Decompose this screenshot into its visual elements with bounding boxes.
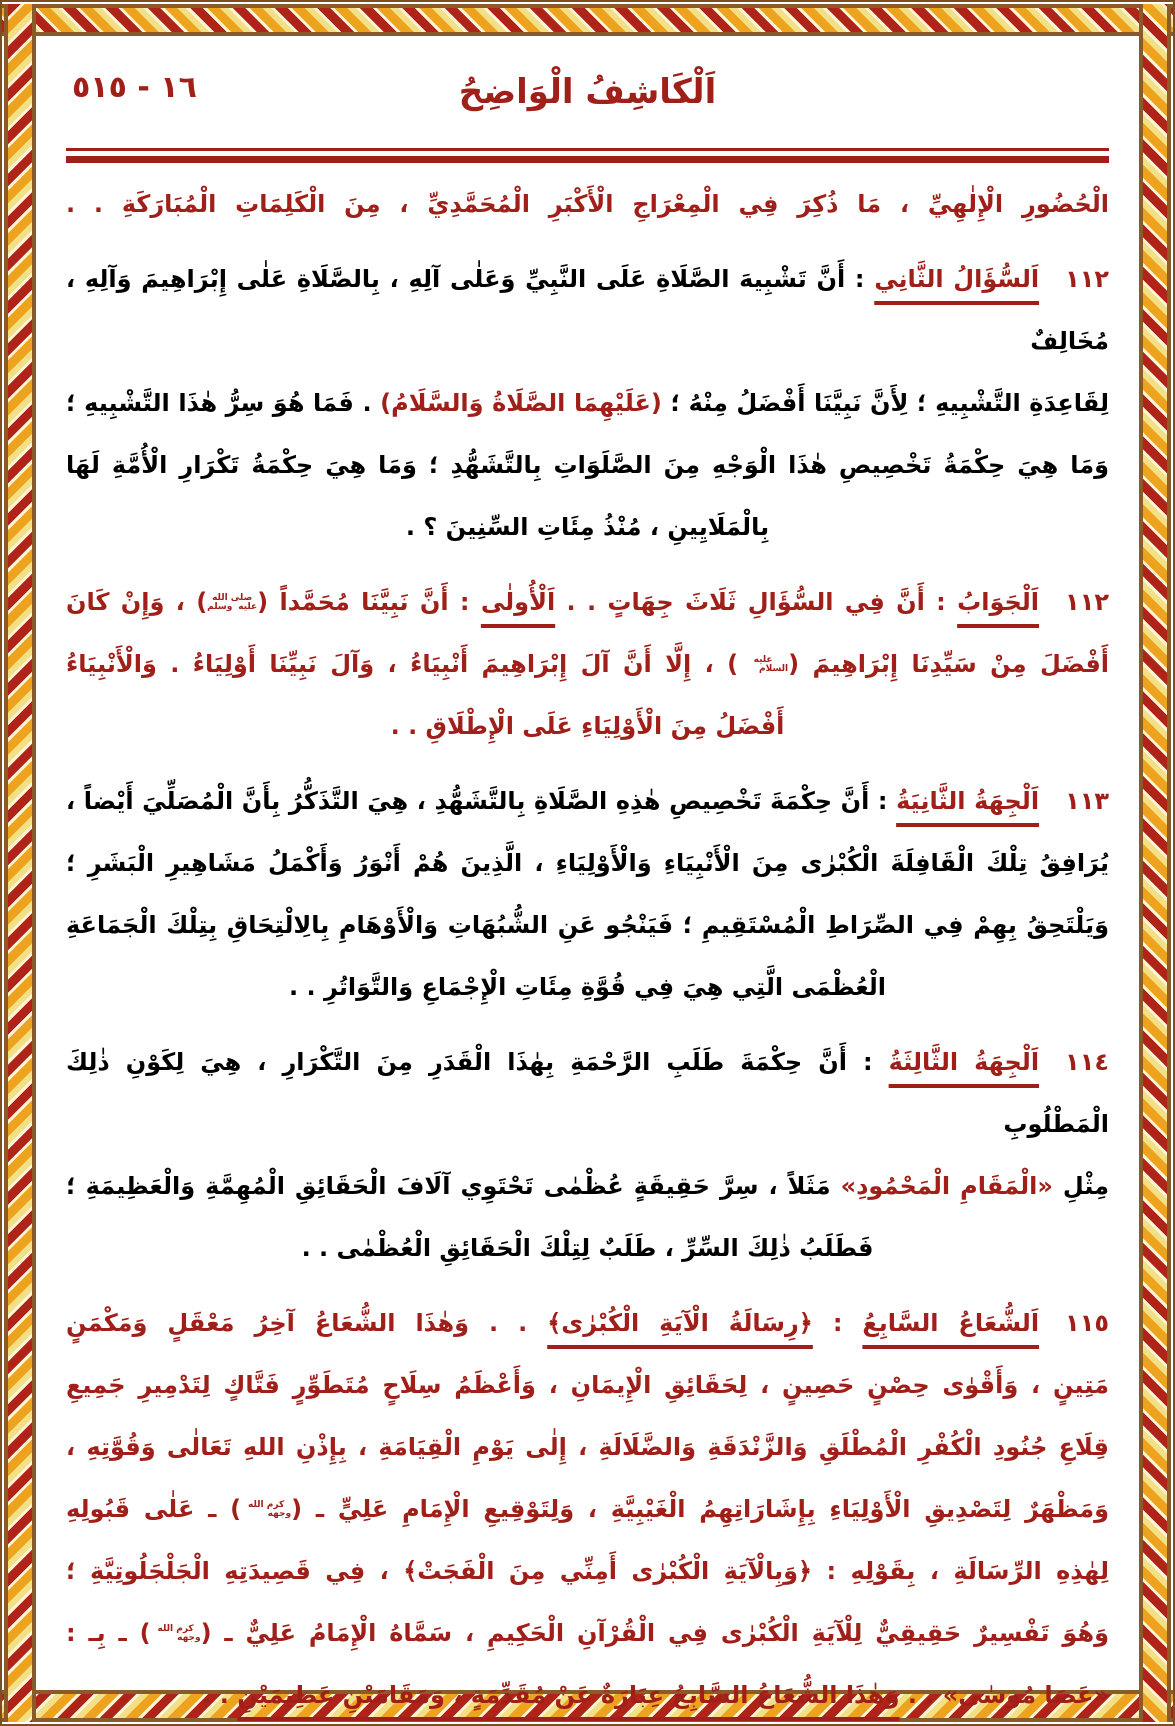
text-line (66, 1155, 1109, 1217)
text-segment: وَهُوَ تَفْسِيرٌ حَقِيقِيٌّ لِلْآيَةِ الْكُبْرٰى فِي الْقُرْآنِ الْحَكِيمِ ، سَمَّاهُ الْإِمَامُ عَلِيٌّ ـ ( (200, 1619, 1109, 1647)
paragraph-number: ١١٢ (1065, 265, 1110, 293)
paragraph (66, 770, 1109, 1018)
seal-stamp: كرم الله وجهه (248, 1500, 292, 1519)
text-line (66, 1292, 1109, 1354)
text-segment: اَلشُّعَاعُ السَّابِعُ (862, 1309, 1040, 1337)
text-segment: لِهٰذِهِ الرِّسَالَةِ ، بِقَوْلِهِ : ﴿وَبِالْآيَةِ الْكُبْرٰى أَمِنِّي مِنَ الْفَجَتْ﴾ ، فِي قَصِيدَتِهِ الْجَلْجَلُوتِيَّةِ ؛ (66, 1557, 1109, 1585)
text-segment: . . (202, 1681, 238, 1709)
decorative-border-right (1139, 4, 1171, 1722)
text-segment: ) ، إِلَّا أَنَّ آلَ إِبْرَاهِيمَ أَنْبِيَاءُ ، وَآلَ نَبِيِّنَا أَوْلِيَاءُ . وَالْأَنْبِيَاءُ (66, 650, 739, 678)
text-segment: : أَنَّ حِكْمَةَ تَخْصِيصِ هٰذِهِ الصَّلَاةِ بِالتَّشَهُّدِ ، هِيَ التَّذَكُّرُ بِأَنَّ الْمُصَلِّيَ أَيْضاً ، (66, 787, 897, 815)
text-segment: : (812, 1309, 863, 1337)
text-segment: الْحُضُورِ الْإِلٰهِيِّ ، مَا ذُكِرَ فِي الْمِعْرَاجِ الْأَكْبَرِ الْمُحَمَّدِيِّ ، مِنَ الْكَلِمَاتِ الْمُبَارَكَةِ . . (66, 190, 1109, 218)
text-line (66, 894, 1109, 956)
text-line (66, 770, 1109, 832)
text-segment: بِالْمَلَايِينِ ، مُنْذُ مِئَاتِ السِّنِينَ ؟ . (405, 513, 770, 541)
text-segment: مِثْلِ (1052, 1172, 1109, 1200)
text-segment: «الْمَقَامِ الْمَحْمُودِ» (840, 1172, 1053, 1200)
text-segment: اَلْجَوَابُ (957, 588, 1040, 616)
seal-stamp: عليه السلام (753, 655, 789, 674)
text-segment: . فَمَا هُوَ سِرُّ هٰذَا التَّشْبِيهِ ؛ (66, 389, 381, 417)
text-segment: وَهٰذَا الشُّعَاعُ السَّابِعُ عِبَارَةٌ عَنْ مُقَدِّمَةٍ ، وَمَقَامَيْنِ عَظِيمَيْنِ (237, 1681, 900, 1709)
text-segment: أَفْضَلَ مِنْ سَيِّدِنَا إِبْرَاهِيمَ ( (788, 650, 1110, 678)
text-segment: وَمَا هِيَ حِكْمَةُ تَخْصِيصِ هٰذَا الْوَجْهِ مِنَ الصَّلَوَاتِ بِالتَّشَهُّدِ ؛ وَمَا هِيَ حِكْمَةُ تَكْرَارِ الْأُمَّةِ لَهَا (66, 451, 1109, 479)
decorative-border-left (4, 4, 36, 1722)
text-segment: لِقَاعِدَةِ التَّشْبِيهِ ؛ لِأَنَّ نَبِيَّنَا أَفْضَلُ مِنْهُ ؛ (661, 389, 1110, 417)
text-segment: اَلسُّؤَالُ الثَّانِي (874, 265, 1040, 293)
text-segment: ) ـ عَلٰى قَبُولِهِ (66, 1495, 242, 1523)
text-segment: : أَنَّ حِكْمَةَ طَلَبِ الرَّحْمَةِ بِهٰذَا الْقَدَرِ مِنَ التَّكْرَارِ ، هِيَ لِكَوْنِ ذٰلِكَ الْمَطْلُوبِ (66, 1048, 1109, 1138)
seal-stamp: كرم الله وجهه (157, 1624, 201, 1643)
text-segment: ) ، وَإِنْ كَانَ (66, 588, 208, 616)
decorative-border-top (2, 4, 1173, 36)
text-line (66, 496, 1109, 558)
paragraph-number: ١١٤ (1065, 1048, 1109, 1076)
text-line (66, 434, 1109, 496)
seal-stamp: صلى الله عليه وسلم (207, 593, 258, 612)
text-segment: : أَنَّ نَبِيَّنَا مُحَمَّداً ( (257, 588, 481, 616)
paragraph (66, 571, 1109, 757)
text-segment: . . وَهٰذَا الشُّعَاعُ آخِرُ مَعْقَلٍ وَمَكْمَنٍ (66, 1309, 548, 1337)
page-title: اَلْكَاشِفُ الْوَاضِحُ (458, 72, 717, 112)
text-line (66, 1602, 1109, 1664)
text-segment: مَتِينٍ ، وَأَقْوٰى حِصْنٍ حَصِينٍ ، لِحَقَائِقِ الْإِيمَانِ ، وَأَعْظَمُ سِلَاحٍ مُتَطَوِّرٍ فَتَّاكٍ لِتَدْمِيرِ جَمِيعِ (66, 1371, 1109, 1399)
text-line (66, 956, 1109, 1018)
text-line (66, 1416, 1109, 1478)
text-segment: وَيَلْتَحِقُ بِهِمْ فِي الصِّرَاطِ الْمُسْتَقِيمِ ؛ فَيَنْجُو عَنِ الشُّبُهَاتِ وَالْأَوْهَامِ بِالِالْتِحَاقِ بِتِلْكَ الْجَمَاعَةِ (66, 911, 1109, 939)
text-line (66, 1478, 1109, 1540)
page-header (66, 48, 1109, 146)
text-line (66, 1540, 1109, 1602)
paragraph (66, 1031, 1109, 1279)
paragraph (66, 173, 1109, 235)
text-segment: : أَنَّ فِي السُّؤَالِ ثَلَاثَ جِهَاتٍ . . (555, 588, 958, 616)
paragraph-number: ١١٥ (1065, 1309, 1109, 1337)
text-segment: مَثَلاً ، سِرَّ حَقِيقَةٍ عُظْمٰى تَحْتَوِي آلَافَ الْحَقَائِقِ الْمُهِمَّةِ وَالْعَظِيمَةِ ؛ (66, 1172, 841, 1200)
header-double-rule (66, 148, 1109, 163)
text-segment: فَطَلَبُ ذٰلِكَ السِّرِّ ، طَلَبٌ لِتِلْكَ الْحَقَائِقِ الْعُظْمٰى . . (301, 1234, 874, 1262)
text-line (66, 571, 1109, 633)
text-line (66, 248, 1109, 372)
text-line (66, 633, 1109, 695)
text-segment: ﴿رِسَالَةُ الْآيَةِ الْكُبْرٰى﴾ (547, 1309, 813, 1337)
text-line (66, 695, 1109, 757)
text-line (66, 173, 1109, 235)
text-segment: (عَلَيْهِمَا الصَّلَاةُ وَالسَّلَامُ) (380, 389, 662, 417)
text-segment: اَلْأُولٰى (480, 588, 556, 616)
text-segment: «عَصَا مُوسٰى» . . (899, 1681, 1109, 1709)
paragraph-number: ١١٢ (1065, 588, 1109, 616)
text-segment: أَفْضَلُ مِنَ الْأَوْلِيَاءِ عَلَى الْإِطْلَاقِ . . (390, 712, 785, 740)
paragraph (66, 1292, 1109, 1726)
paragraph-number: ١١٣ (1065, 787, 1110, 815)
text-line (66, 832, 1109, 894)
text-line (66, 1031, 1109, 1155)
paragraphs (66, 173, 1109, 1726)
text-segment: يُرَافِقُ تِلْكَ الْقَافِلَةَ الْكُبْرٰى مِنَ الْأَنْبِيَاءِ وَالْأَوْلِيَاءِ ، الَّذِينَ هُمْ أَنْوَرُ وَأَكْمَلُ مَشَاهِيرِ الْبَشَرِ ؛ (66, 849, 1109, 877)
page-content (66, 48, 1110, 1709)
text-segment: ) ـ بِـ : (66, 1619, 151, 1647)
text-segment: : أَنَّ تَشْبِيهَ الصَّلَاةِ عَلَى النَّبِيِّ وَعَلٰى آلِهِ ، بِالصَّلَاةِ عَلٰى إِبْرَاهِيمَ وَآلِهِ ، مُخَالِفٌ (66, 265, 1109, 355)
text-line (66, 1217, 1109, 1279)
text-segment: قِلَاعِ جُنُودِ الْكُفْرِ الْمُطْلَقِ وَالزَّنْدَقَةِ وَالضَّلَالَةِ ، إِلٰى يَوْمِ الْقِيَامَةِ ، بِإِذْنِ اللهِ تَعَالٰى وَقُوَّتِهِ ، (66, 1433, 1109, 1461)
paragraph (66, 248, 1109, 558)
text-segment: اَلْجِهَةُ الثَّالِثَةُ (888, 1048, 1040, 1076)
page-reference: ١٦ - ٥١٥ (72, 70, 197, 105)
text-line (66, 1664, 1109, 1726)
text-segment: الْعُظْمَى الَّتِي هِيَ فِي قُوَّةِ مِئَاتِ الْإِجْمَاعِ وَالتَّوَاتُرِ . . (289, 973, 886, 1001)
text-line (66, 1354, 1109, 1416)
text-line (66, 372, 1109, 434)
text-segment: اَلْجِهَةُ الثَّانِيَةُ (896, 787, 1040, 815)
text-segment: وَمَظْهَرٌ لِتَصْدِيقِ الْأَوْلِيَاءِ بِإِشَارَاتِهِمُ الْغَيْبِيَّةِ ، وَلِتَوْقِيعِ الْإِمَامِ عَلِيٍّ ـ ( (291, 1495, 1109, 1523)
